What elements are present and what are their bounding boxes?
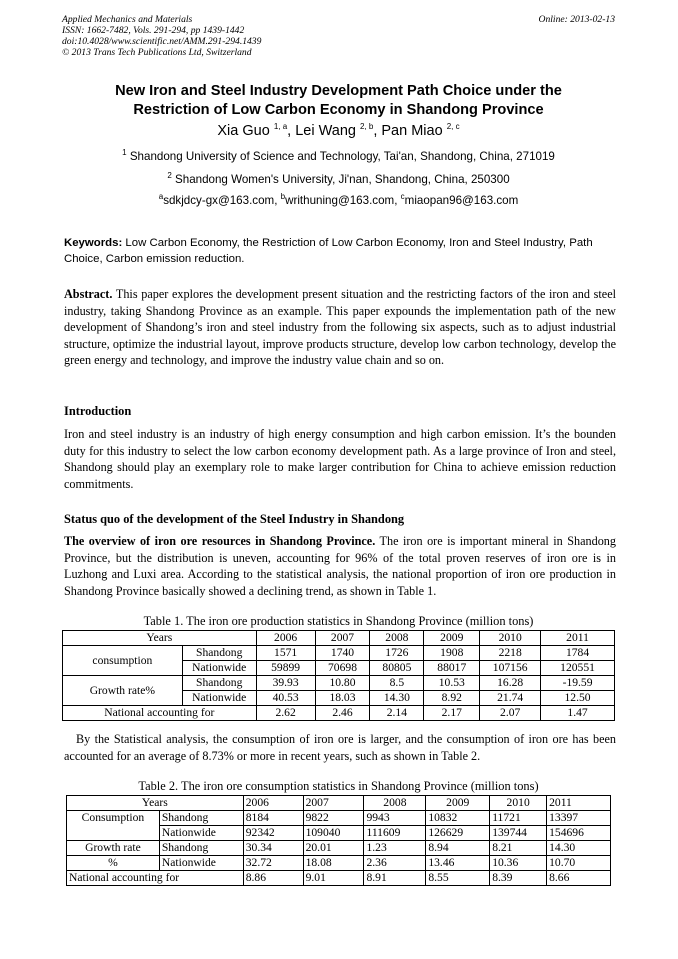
table-cell: 154696 [547,826,611,841]
table-header-cell: 2011 [547,796,611,811]
table-row [67,811,611,826]
table-cell: 8.55 [426,871,490,886]
table-cell: 9943 [364,811,426,826]
table-label-cell: Shandong [182,676,256,691]
author-sup: 2, b [359,122,374,132]
table-row [67,856,611,871]
table-cell: 12.50 [541,691,615,706]
table-cell: 1726 [370,646,424,661]
affiliation-2 [62,173,615,186]
author-separator: , [373,123,378,139]
keywords-text: Low Carbon Economy, the Restriction of Low Carbon Economy, Iron and Steel Industry, Path Choice, Carbon emission reduction. [64,237,593,265]
table-cell: 10.80 [315,676,370,691]
author-sup: 2, c [446,122,460,132]
table-cell: 80805 [370,661,424,676]
introduction-paragraph: Iron and steel industry is an industry of high energy consumption and high carbon emission. It’s the bounden duty for this industry to select the low carbon economy development path. As a large province of Iron and steel, Shandong should play an exemplary role to make larger contribution for China to achieve emission reduction commitments. [64,427,616,491]
table-label-cell: Shandong [159,811,243,826]
table-cell: 8.91 [364,871,426,886]
table-cell: 70698 [315,661,370,676]
table1-caption: Table 1. The iron ore production statistics in Shandong Province (million tons) [143,614,534,628]
table-cell: 13397 [547,811,611,826]
table-row [63,646,615,661]
between-tables-paragraph: By the Statistical analysis, the consumption of iron ore is larger, and the consumption of iron ore has been accounted for an average of 8.73% or more in recent years, such as shown in Table 2. [64,732,616,763]
author-name: Pan Miao [381,123,443,139]
table-row [67,841,611,856]
table-cell: 8.21 [490,841,547,856]
table-header-cell: Years [63,631,257,646]
table-cell: 8184 [243,811,303,826]
affiliation-sup: 2 [167,171,172,181]
email-sup: c [400,192,405,202]
table-group-cell: consumption [63,646,183,676]
table-group-cell: Growth rate [67,841,160,856]
table-cell: 1908 [424,646,480,661]
table-cell: 2.17 [424,706,480,721]
table1 [62,630,615,721]
email-link[interactable]: writhuning@163.com, [285,194,398,207]
table-cell: 2.62 [256,706,315,721]
table-row [63,706,615,721]
table-cell: 59899 [256,661,315,676]
overview-paragraph [64,533,616,599]
table-cell: 8.94 [426,841,490,856]
email-sup: b [280,192,286,202]
author-separator: , [287,123,292,139]
table-row [63,631,615,646]
email-link[interactable]: miaopan96@163.com [404,194,519,207]
table-cell: 139744 [490,826,547,841]
table-header-cell: 2007 [303,796,364,811]
table-cell: 88017 [424,661,480,676]
introduction-heading: Introduction [64,404,132,418]
table-cell: 2.46 [315,706,370,721]
keywords-block [64,235,616,267]
affiliation-text: Shandong University of Science and Technology, Tai'an, Shandong, China, 271019 [129,150,555,163]
email-sup: a [158,192,164,202]
title-line-1: New Iron and Steel Industry Development Path Choice under the [115,83,562,99]
affiliation-1 [62,150,615,163]
table-cell: 2.14 [370,706,424,721]
table-cell: 1740 [315,646,370,661]
table-group-cell: Consumption [67,811,160,841]
issn-line: ISSN: 1662-7482, Vols. 291-294, pp 1439-1442 [62,25,245,36]
table-label-cell: National accounting for [63,706,257,721]
table-row [67,796,611,811]
table-header-cell: 2011 [541,631,615,646]
abstract-label: Abstract. [64,287,113,301]
table-cell: 14.30 [370,691,424,706]
table-cell: 8.92 [424,691,480,706]
doi-line: doi:10.4028/www.scientific.net/AMM.291-294.1439 [62,36,262,47]
journal-header [62,14,615,58]
table-cell: 107156 [480,661,541,676]
keywords-label: Keywords: [64,237,123,249]
table-header-cell: Years [67,796,244,811]
table-cell: 8.86 [243,871,303,886]
table-cell: 10.36 [490,856,547,871]
email-link[interactable]: sdkjdcy-gx@163.com, [163,194,278,207]
online-date: Online: 2013-02-13 [538,14,615,25]
table-cell: 11721 [490,811,547,826]
table-cell: 10.70 [547,856,611,871]
table-cell: 13.46 [426,856,490,871]
affiliation-sup: 1 [122,148,127,158]
table-cell: 16.28 [480,676,541,691]
abstract-text: This paper explores the development present situation and the restricting factors of the iron and steel industry, taking Shandong Province as an example. This paper expounds the implementation path of the new development of Shandong’s iron and steel industry from the following six aspects, such as to adjust industrial structure, optimize the industrial layout, improve products structure, develop low carbon technology, develop the green energy and technology, and improve the industry value chain and so on. [64,287,616,368]
table-label-cell: Shandong [182,646,256,661]
email-line [62,194,615,207]
table-cell: 1.23 [364,841,426,856]
table-cell: 21.74 [480,691,541,706]
table-label-cell: Nationwide [159,826,243,841]
author-name: Xia Guo [217,123,270,139]
table-label-cell: Shandong [159,841,243,856]
author-sup: 1, a [273,122,288,132]
table-cell: 1.47 [541,706,615,721]
table-cell: 10832 [426,811,490,826]
table-cell: 1571 [256,646,315,661]
table-row [67,871,611,886]
title-line-2: Restriction of Low Carbon Economy in Shandong Province [133,102,544,118]
table-label-cell: National accounting for [67,871,244,886]
table-header-cell: 2010 [490,796,547,811]
author-name: Lei Wang [295,123,356,139]
table-header-cell: 2008 [364,796,426,811]
table-cell: 10.53 [424,676,480,691]
table-header-cell: 2008 [370,631,424,646]
table-cell: 30.34 [243,841,303,856]
copyright-line: © 2013 Trans Tech Publications Ltd, Switzerland [62,47,252,58]
table-cell: 8.5 [370,676,424,691]
table-header-cell: 2006 [256,631,315,646]
table2-caption: Table 2. The iron ore consumption statistics in Shandong Province (million tons) [138,779,539,793]
table-cell: 9.01 [303,871,364,886]
table-cell: 20.01 [303,841,364,856]
table-label-cell: Nationwide [182,691,256,706]
table-cell: 18.08 [303,856,364,871]
table-header-cell: 2006 [243,796,303,811]
affiliation-text: Shandong Women's University, Ji'nan, Shandong, China, 250300 [175,173,510,186]
table-label-cell: Nationwide [159,856,243,871]
table-cell: 18.03 [315,691,370,706]
table-group-cell: Growth rate% [63,676,183,706]
table-cell: 92342 [243,826,303,841]
table-header-cell: 2009 [424,631,480,646]
table-cell: 8.66 [547,871,611,886]
table-cell: 39.93 [256,676,315,691]
table-cell: 14.30 [547,841,611,856]
table-cell: -19.59 [541,676,615,691]
table-cell: 109040 [303,826,364,841]
table-cell: 32.72 [243,856,303,871]
table-header-cell: 2009 [426,796,490,811]
table-cell: 120551 [541,661,615,676]
table-cell: 111609 [364,826,426,841]
table2 [66,795,611,886]
paper-title [62,82,615,120]
table-label-cell: Nationwide [182,661,256,676]
table-header-cell: 2010 [480,631,541,646]
journal-name: Applied Mechanics and Materials [62,14,193,25]
abstract-paragraph [64,286,616,369]
table-cell: 2.36 [364,856,426,871]
table-cell: 1784 [541,646,615,661]
table-group-cell: % [67,856,160,871]
table-cell: 9822 [303,811,364,826]
table-cell: 40.53 [256,691,315,706]
overview-label: The overview of iron ore resources in Shandong Province. [64,534,376,548]
overview-text: The iron ore is important mineral in Shandong Province, but the distribution is uneven, accounting for 96% of the total proven reserves of iron ore is in Luzhong and Luxi area. According to the statistical analysis, the national proportion of iron ore production in Shandong Province basically showed a declining trend, as shown in Table 1. [64,534,616,598]
table-cell: 8.39 [490,871,547,886]
table-row [63,676,615,691]
table-cell: 2.07 [480,706,541,721]
table-cell: 126629 [426,826,490,841]
table-cell: 2218 [480,646,541,661]
status-heading: Status quo of the development of the Steel Industry in Shandong [64,512,405,526]
author-list [62,123,615,139]
table-header-cell: 2007 [315,631,370,646]
